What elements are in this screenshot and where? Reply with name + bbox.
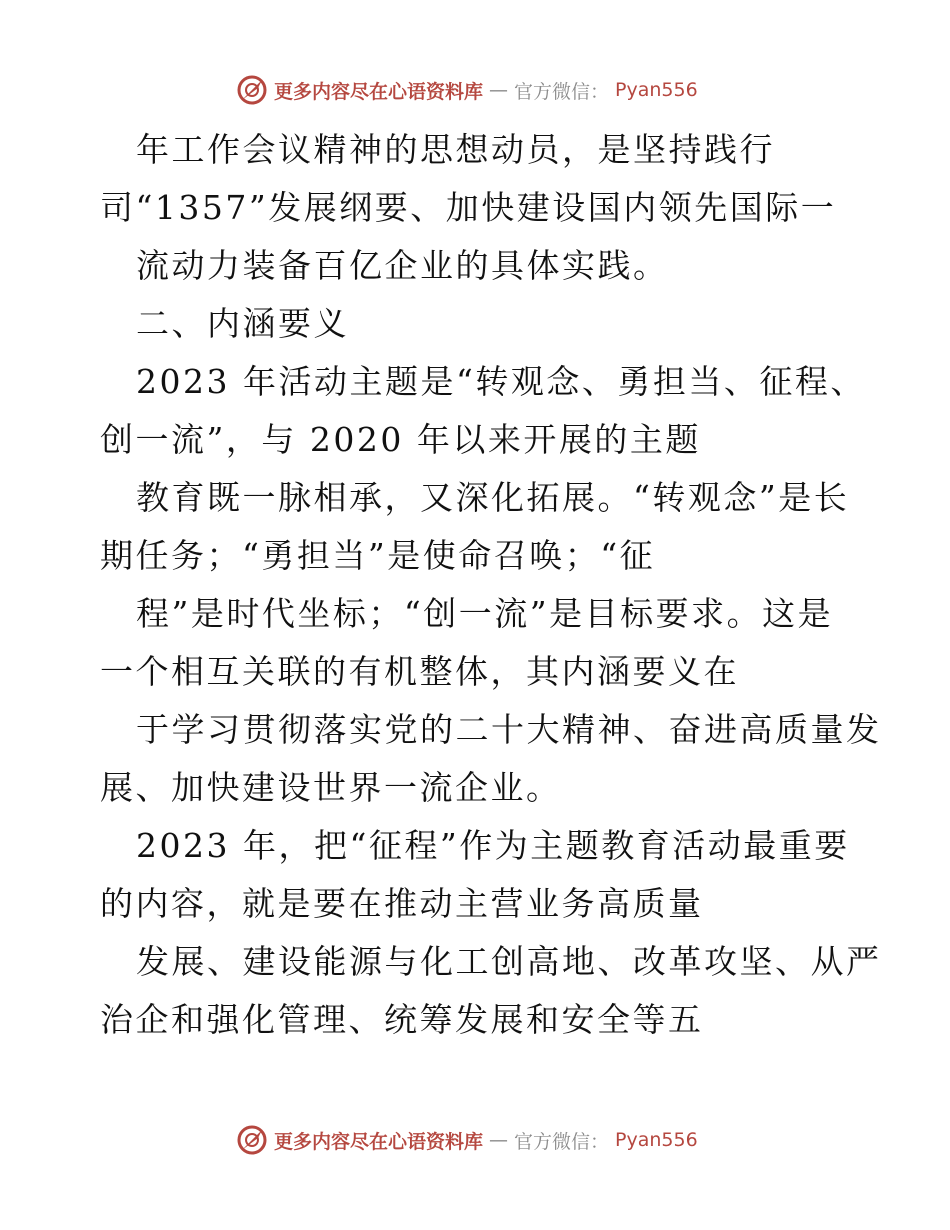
- body-line: 年工作会议精神的思想动员，是坚持践行: [136, 130, 775, 169]
- body-line: 流动力装备百亿企业的具体实践。: [136, 246, 669, 285]
- pen-logo-icon: [236, 74, 268, 106]
- body-line: 教育既一脉相承，又深化拓展。“转观念”是长: [136, 478, 850, 517]
- body-line: 治企和强化管理、统筹发展和安全等五: [100, 1000, 704, 1039]
- watermark-official-label: 官方微信：: [514, 1130, 610, 1153]
- body-line: 发展、建设能源与化工创高地、改革攻坚、从严: [136, 942, 882, 981]
- body-line: 一个相互关联的有机整体，其内涵要义在: [100, 652, 739, 691]
- pen-logo-icon: [236, 1124, 268, 1156]
- section-heading: 二、内涵要义: [136, 304, 349, 343]
- watermark-separator: —: [489, 79, 509, 101]
- body-line: 司“1357”发展纲要、加快建设国内领先国际一: [100, 188, 837, 227]
- body-line: 展、加快建设世界一流企业。: [100, 768, 562, 807]
- body-line: 期任务；“勇担当”是使命召唤；“征: [100, 536, 656, 575]
- header-watermark: [236, 72, 756, 108]
- watermark-wechat-id: Pyan556: [615, 1129, 698, 1151]
- body-line: 2023 年活动主题是“转观念、勇担当、征程、: [136, 362, 866, 401]
- body-line: 程”是时代坐标；“创一流”是目标要求。这是: [136, 594, 834, 633]
- watermark-text: 更多内容尽在心语资料库: [274, 80, 484, 103]
- watermark-official-label: 官方微信：: [514, 80, 610, 103]
- watermark-separator: —: [489, 1129, 509, 1151]
- footer-watermark: [236, 1122, 756, 1158]
- watermark-text: 更多内容尽在心语资料库: [274, 1130, 484, 1153]
- watermark-wechat-id: Pyan556: [615, 79, 698, 101]
- body-line: 于学习贯彻落实党的二十大精神、奋进高质量发: [136, 710, 882, 749]
- body-line: 的内容，就是要在推动主营业务高质量: [100, 884, 704, 923]
- body-line: 创一流”，与 2020 年以来开展的主题: [100, 420, 701, 459]
- body-line: 2023 年，把“征程”作为主题教育活动最重要: [136, 826, 850, 865]
